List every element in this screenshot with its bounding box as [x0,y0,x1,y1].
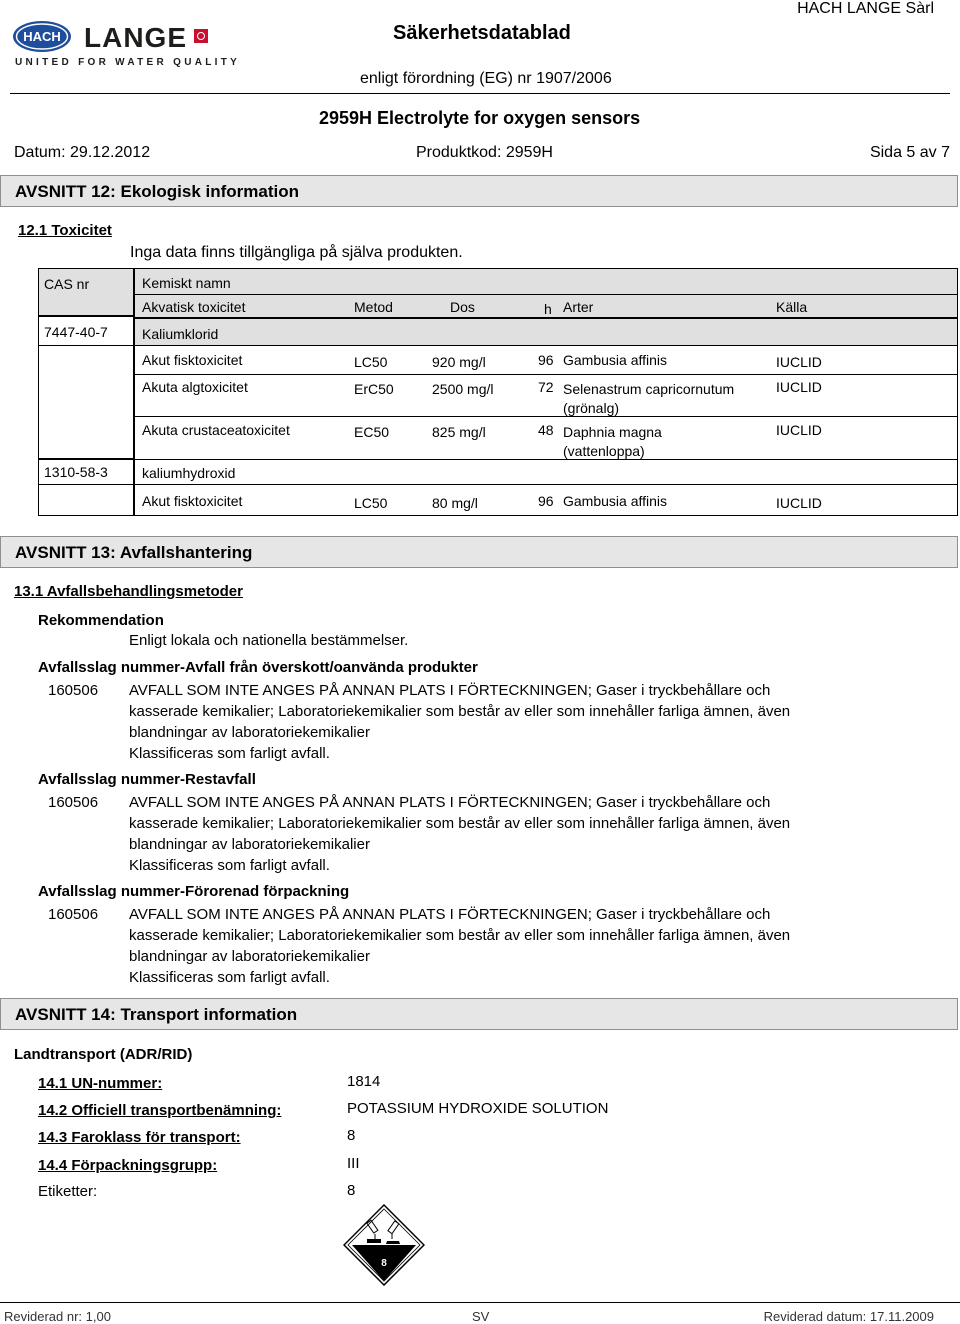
packing-group-value: III [347,1155,360,1172]
waste-description-line: kasserade kemikalier; Laboratoriekemikalier som består av eller som innehåller farliga ämnen, även [129,927,791,944]
land-transport-label: Landtransport (ADR/RID) [14,1046,193,1063]
hach-logo-text: HACH [23,29,61,44]
tagline: UNITED FOR WATER QUALITY [15,57,241,68]
section-14-header [0,998,958,1030]
subsection-13-1-title: 13.1 Avfallsbehandlingsmetoder [14,583,243,600]
hach-logo [12,20,72,53]
tox-source: IUCLID [776,495,822,511]
waste-type-label: Avfallsslag nummer-Förorenad förpackning [38,883,350,900]
cas-spacer-2 [38,485,134,516]
tox-type: Akut fisktoxicitet [142,493,243,509]
packing-group-label: 14.4 Förpackningsgrupp: [38,1157,218,1174]
page-number: Sida 5 av 7 [869,144,950,161]
tox-method: ErC50 [354,381,394,397]
cas-cell-2 [38,459,134,485]
tox-species: Daphnia magna [563,424,662,440]
company-name: HACH LANGE Sàrl [797,0,934,17]
cas-cell-1 [38,316,134,346]
tox-dose: 2500 mg/l [432,381,494,397]
tox-species: Gambusia affinis [563,352,668,368]
un-number-label: 14.1 UN-nummer: [38,1075,163,1092]
section-12-header [0,175,958,207]
dose-header: Dos [450,299,475,315]
document-date: Datum: 29.12.2012 [14,144,151,161]
hazard-class-value: 8 [347,1127,356,1144]
waste-description-line: blandningar av laboratoriekemikalier [129,836,370,853]
header-divider [10,93,950,94]
tox-hours: 72 [538,379,554,395]
tox-species: Selenastrum capricornutum [563,381,735,397]
tox-source: IUCLID [776,354,822,370]
tox-type: Akut fisktoxicitet [142,352,243,368]
un-number-value: 1814 [347,1073,381,1090]
tox-hours: 96 [538,493,554,509]
corrosive-hazard-label-icon [343,1204,425,1286]
footer-divider [0,1302,960,1303]
tox-method: LC50 [354,354,388,370]
cas-spacer-1 [38,346,134,459]
waste-code: 160506 [48,794,99,811]
regulation-text: enligt förordning (EG) nr 1907/2006 [360,70,612,87]
subsection-12-1-title: 12.1 Toxicitet [18,222,112,239]
chemical-name-header: Kemiskt namn [142,275,231,291]
lange-logo-mark [194,29,208,43]
labels-label: Etiketter: [38,1183,98,1200]
tox-hours: 96 [538,352,554,368]
section-12-title: AVSNITT 12: Ekologisk information [15,182,299,201]
tox-species: Gambusia affinis [563,493,668,509]
language-code: SV [472,1309,490,1324]
section-14-title: AVSNITT 14: Transport information [15,1005,298,1024]
shipping-name-label: 14.2 Officiell transportbenämning: [38,1102,282,1119]
product-code: Produktkod: 2959H [416,144,553,161]
cas-header: CAS nr [44,276,90,292]
chemical-name-header-row [134,268,958,295]
substance-name-row-2 [134,459,958,485]
cas-header-cell [38,268,134,316]
labels-value: 8 [347,1182,356,1199]
cas-value-1: 7447-40-7 [44,324,108,340]
product-name: 2959H Electrolyte for oxygen sensors [319,108,641,128]
section-13-title: AVSNITT 13: Avfallshantering [15,543,253,562]
hazard-label-number: 8 [381,1258,387,1269]
waste-type-label: Avfallsslag nummer-Restavfall [38,771,256,788]
waste-description-line: kasserade kemikalier; Laboratoriekemikalier som består av eller som innehåller farliga ämnen, även [129,815,791,832]
method-header: Metod [354,299,393,315]
aquatic-toxicity-header: Akvatisk toxicitet [142,299,246,315]
waste-classification: Klassificeras som farligt avfall. [129,857,330,874]
waste-description-line: blandningar av laboratoriekemikalier [129,724,370,741]
waste-classification: Klassificeras som farligt avfall. [129,745,330,762]
tox-species-note: (grönalg) [563,400,620,416]
hours-header: h [544,301,552,317]
document-title: Säkerhetsdatablad [393,22,571,44]
waste-description-line: AVFALL SOM INTE ANGES PÅ ANNAN PLATS I FÖRTECKNINGEN; Gaser i tryckbehållare och [129,794,771,811]
section-13-header [0,536,958,568]
tox-method: LC50 [354,495,388,511]
toxicity-row [134,416,958,459]
revision-number: Reviderad nr: 1,00 [4,1309,111,1324]
toxicity-row [134,485,958,516]
waste-description-line: kasserade kemikalier; Laboratoriekemikalier som består av eller som innehåller farliga ämnen, även [129,703,791,720]
toxicity-row [134,346,958,374]
tox-dose: 80 mg/l [432,495,478,511]
waste-classification: Klassificeras som farligt avfall. [129,969,330,986]
tox-type: Akuta algtoxicitet [142,379,248,395]
source-header: Källa [776,299,808,315]
lange-logo: LANGE [84,22,187,53]
toxicity-intro: Inga data finns tillgängliga på själva produkten. [130,244,463,261]
species-header: Arter [563,299,594,315]
waste-description-line: blandningar av laboratoriekemikalier [129,948,370,965]
shipping-name-value: POTASSIUM HYDROXIDE SOLUTION [347,1100,609,1117]
waste-description-line: AVFALL SOM INTE ANGES PÅ ANNAN PLATS I FÖRTECKNINGEN; Gaser i tryckbehållare och [129,682,771,699]
substance-name-2: kaliumhydroxid [142,465,236,481]
waste-description-line: AVFALL SOM INTE ANGES PÅ ANNAN PLATS I FÖRTECKNINGEN; Gaser i tryckbehållare och [129,906,771,923]
waste-code: 160506 [48,906,99,923]
toxicity-row [134,374,958,416]
tox-dose: 825 mg/l [432,424,486,440]
revision-date: Reviderad datum: 17.11.2009 [763,1309,934,1324]
aquatic-header-row [134,294,958,318]
tox-source: IUCLID [776,379,822,395]
tox-hours: 48 [538,422,554,438]
tox-species-note: (vattenloppa) [563,443,645,459]
tox-dose: 920 mg/l [432,354,486,370]
tox-type: Akuta crustaceatoxicitet [142,422,290,438]
substance-name-1: Kaliumklorid [142,326,219,342]
substance-name-row-1 [134,318,958,346]
tox-source: IUCLID [776,422,822,438]
waste-code: 160506 [48,682,99,699]
recommendation-label: Rekommendation [38,612,164,629]
tox-method: EC50 [354,424,390,440]
recommendation-text: Enligt lokala och nationella bestämmelser. [129,632,409,649]
cas-value-2: 1310-58-3 [44,464,108,480]
waste-type-label: Avfallsslag nummer-Avfall från överskott/oanvända produkter [38,659,478,676]
hazard-class-label: 14.3 Faroklass för transport: [38,1129,241,1146]
